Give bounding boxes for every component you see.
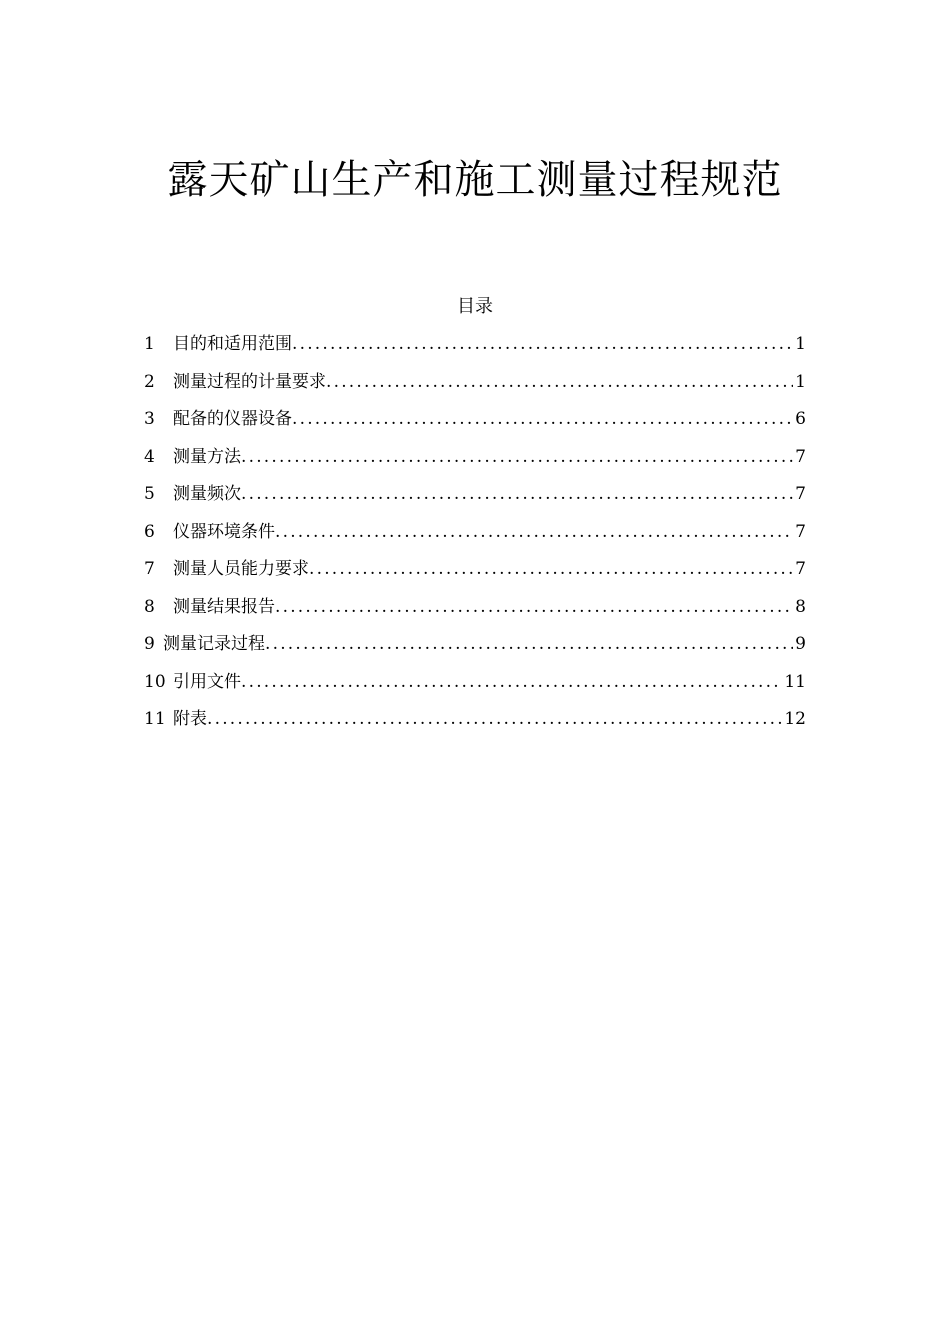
toc-entry-text: 测量结果报告 xyxy=(173,596,275,617)
toc-entry-page: 7 xyxy=(795,484,806,504)
toc-entry[interactable] xyxy=(144,519,806,557)
toc-entry-text: 引用文件 xyxy=(173,671,241,692)
toc-entry-text: 目的和适用范围 xyxy=(173,334,292,354)
toc-entry[interactable] xyxy=(144,406,806,444)
toc-entry-number: 9 xyxy=(144,634,155,654)
toc-entry-page: 7 xyxy=(795,521,806,542)
toc-dot-leader xyxy=(207,706,782,732)
toc-entry-page: 1 xyxy=(795,371,806,392)
toc-entry-page: 1 xyxy=(795,334,806,354)
toc-entry-text: 仪器环境条件 xyxy=(173,521,275,542)
toc-dot-leader xyxy=(241,444,793,470)
toc-entry-text: 测量过程的计量要求 xyxy=(173,371,326,392)
toc-entry-page: 11 xyxy=(784,671,806,692)
toc-entry[interactable] xyxy=(144,706,806,744)
toc-dot-leader xyxy=(241,669,782,695)
toc-dot-leader xyxy=(275,519,793,545)
toc-entry-page: 7 xyxy=(795,559,806,579)
toc-entry-number: 10 xyxy=(144,671,166,692)
toc-entry-number: 5 xyxy=(144,484,155,504)
toc-entry-number: 11 xyxy=(144,709,166,729)
toc-entry[interactable] xyxy=(144,444,806,482)
toc-dot-leader xyxy=(241,481,793,507)
toc-dot-leader xyxy=(292,406,793,432)
toc-entry[interactable] xyxy=(144,481,806,519)
document-title: 露天矿山生产和施工测量过程规范 xyxy=(167,157,783,203)
toc-heading: 目录 xyxy=(457,296,493,317)
toc-entry-text: 附表 xyxy=(173,709,207,729)
toc-entry-number: 1 xyxy=(144,334,155,354)
toc-dot-leader xyxy=(309,556,793,582)
toc-entry-number: 2 xyxy=(144,371,155,392)
toc-entry[interactable] xyxy=(144,631,806,669)
toc-entry-number: 8 xyxy=(144,596,155,617)
toc-entry-text: 配备的仪器设备 xyxy=(173,409,292,429)
toc-entry-page: 7 xyxy=(795,446,806,467)
toc-entry-page: 9 xyxy=(795,634,806,654)
toc-entry-page: 8 xyxy=(795,596,806,617)
toc-entry-page: 6 xyxy=(795,409,806,429)
toc-entry-number: 7 xyxy=(144,559,155,579)
toc-entry[interactable] xyxy=(144,369,806,407)
toc-entry-number: 3 xyxy=(144,409,155,429)
table-of-contents xyxy=(144,331,806,744)
toc-entry-text: 测量记录过程 xyxy=(163,634,265,654)
toc-dot-leader xyxy=(326,369,793,395)
toc-entry[interactable] xyxy=(144,331,806,369)
toc-dot-leader xyxy=(292,331,793,357)
toc-dot-leader xyxy=(275,594,793,620)
toc-entry-text: 测量频次 xyxy=(173,484,241,504)
toc-entry[interactable] xyxy=(144,669,806,707)
toc-entry-page: 12 xyxy=(784,709,806,729)
toc-entry-number: 4 xyxy=(144,446,155,467)
toc-dot-leader xyxy=(265,631,793,657)
toc-entry-text: 测量人员能力要求 xyxy=(173,559,309,579)
toc-entry[interactable] xyxy=(144,594,806,632)
toc-entry[interactable] xyxy=(144,556,806,594)
toc-entry-text: 测量方法 xyxy=(173,446,241,467)
toc-entry-number: 6 xyxy=(144,521,155,542)
